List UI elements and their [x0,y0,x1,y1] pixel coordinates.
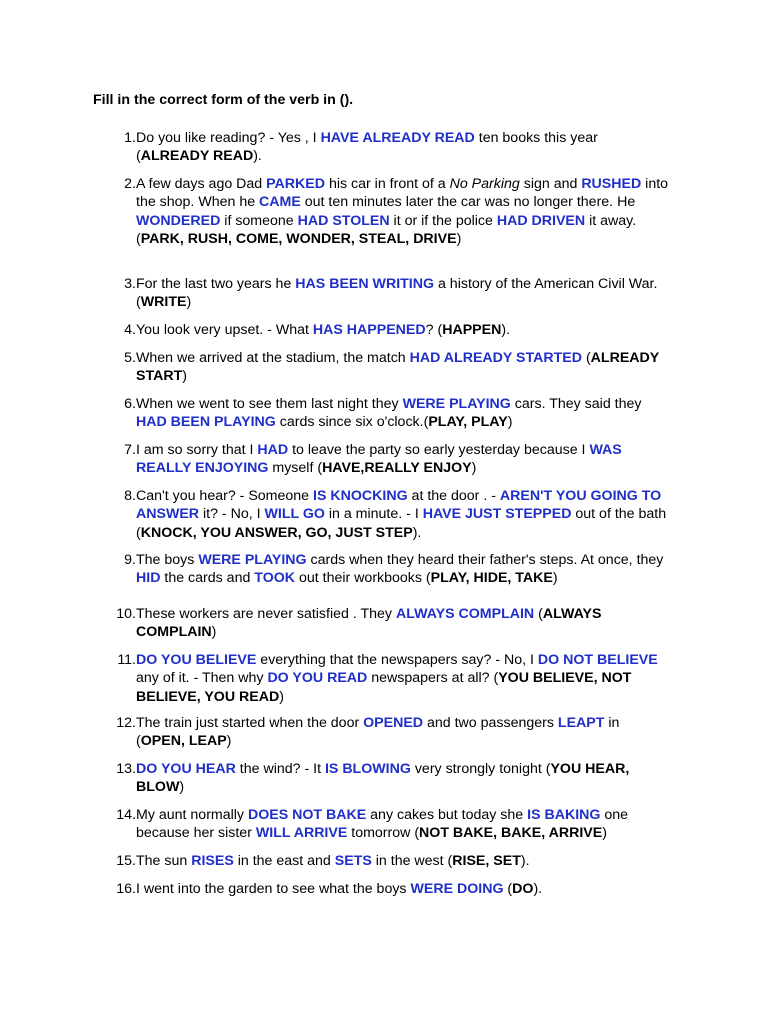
answer-verb: WAS REALLY ENJOYING [136,442,626,477]
verb-prompt: ALREADY START [136,350,663,385]
sentence-text: ) [507,414,513,431]
verb-prompt: HAPPEN [442,322,502,338]
sentence-text: ) [182,368,187,385]
item-number: 14. [116,807,136,823]
answer-verb: HAVE JUST STEPPED [422,506,572,523]
sentence-text: the wind? - It [235,761,325,777]
sentence-text: at the door . - [407,488,500,504]
item-number: 6. [124,396,136,412]
verb-prompt: WRITE [140,294,187,311]
answer-verb: HAVE ALREADY READ [320,130,475,146]
answer-verb: WILL ARRIVE [255,825,348,842]
verb-prompt: NOT BAKE, BAKE, ARRIVE [419,825,603,842]
exercise-item [110,760,670,797]
sentence-text: out their workbooks ( [295,570,431,587]
answer-verb: IS KNOCKING [313,488,408,504]
answer-verb: DO NOT BELIEVE [537,652,658,668]
sentence-text: any cakes but today she [366,807,528,823]
sentence-text: cards when they heard their father's steps. At once, they [306,552,668,568]
answer-verb: CAME [259,194,301,211]
sentence-text: ) [186,294,192,311]
answer-verb: IS BAKING [527,807,601,823]
item-text [136,880,670,898]
sentence-text: ) [471,460,477,477]
sentence-text: one because her sister [136,807,633,842]
answer-verb: TOOK [254,570,296,587]
item-number: 4. [124,322,136,338]
answer-verb: HAD ALREADY STARTED [409,350,582,366]
item-text [136,321,670,339]
sentence-text: I went into the garden to see what the boys [136,881,411,897]
item-number: 9. [124,552,136,568]
item-number: 2. [124,176,136,192]
item-number: 13. [116,761,136,777]
sentence-text: No Parking [449,176,520,192]
sentence-text: cars. They said they [510,396,646,412]
item-text [136,275,670,312]
item-text [136,605,670,642]
item-number: 10. [116,606,136,622]
sentence-text: sign and [519,176,582,192]
sentence-text: A few days ago Dad [136,176,267,192]
item-number: 12. [116,715,136,731]
verb-prompt: PLAY, HIDE, TAKE [430,570,553,587]
exercise-item [110,714,670,751]
sentence-text: ) [602,825,607,842]
verb-prompt: HAVE,REALLY ENJOY [322,460,472,477]
sentence-text: The train just started when the door [136,715,364,731]
sentence-text: ) [179,779,185,796]
answer-verb: HAS HAPPENED [312,322,426,338]
exercise-item [110,395,670,432]
sentence-text: ) [456,230,462,247]
item-text [136,651,670,706]
sentence-text: into the shop. When he [136,176,673,211]
answer-verb: WILL GO [264,506,325,523]
answer-verb: LEAPT [557,715,605,731]
item-number: 5. [124,350,136,366]
sentence-text: When we arrived at the stadium, the match [136,350,410,366]
sentence-text: it? - No, I [199,506,265,523]
sentence-text: very strongly tonight ( [410,761,551,777]
sentence-text: it or if the police [389,212,497,229]
sentence-text: out ten minutes later the car was no longer there. He [300,194,640,211]
answer-verb: WERE PLAYING [402,396,511,412]
verb-prompt: YOU BELIEVE, NOT BELIEVE, YOU READ [136,670,636,705]
item-number: 8. [124,488,136,504]
sentence-text: ). [533,881,543,897]
exercise-item [110,806,670,843]
sentence-text: ? ( [425,322,443,338]
answer-verb: HAD DRIVEN [496,212,586,229]
answer-verb: HAD BEEN PLAYING [136,414,276,431]
sentence-text: ) [211,624,217,641]
answer-verb: DOES NOT BAKE [247,807,367,823]
sentence-text: cards since six o'clock.( [275,414,429,431]
verb-prompt: ALWAYS COMPLAIN [136,606,606,641]
answer-verb: RUSHED [581,176,642,192]
item-number: 16. [116,881,136,897]
answer-verb: PARKED [266,176,325,192]
sentence-text: it away. ( [136,212,641,247]
answer-verb: HAD STOLEN [297,212,390,229]
exercise-item [110,880,670,898]
exercise-item [110,487,670,542]
sentence-text: ). [412,524,422,541]
sentence-text: ( [503,881,513,897]
item-text [136,806,670,843]
sentence-text: in a minute. - I [324,506,423,523]
exercise-item [110,651,670,706]
exercise-item [110,349,670,386]
answer-verb: HID [136,570,161,587]
answer-verb: AREN'T YOU GOING TO ANSWER [136,488,665,523]
sentence-text: Can't you hear? - Someone [136,488,314,504]
answer-verb: DO YOU BELIEVE [136,652,257,668]
sentence-text: in the west ( [371,853,453,869]
answer-verb: DO YOU READ [267,670,368,687]
exercise-item [110,175,673,248]
answer-verb: HAS BEEN WRITING [295,276,435,292]
answer-verb: WERE DOING [410,881,504,897]
sentence-text: tomorrow ( [347,825,420,842]
sentence-text: ). [520,853,530,869]
sentence-text: You look very upset. - What [136,322,313,338]
item-text [136,852,670,870]
sentence-text: and two passengers [423,715,558,731]
sentence-text: in ( [136,715,624,750]
verb-prompt: OPEN, LEAP [140,733,227,750]
item-number: 3. [124,276,136,292]
sentence-text: a history of the American Civil War.( [136,276,658,311]
item-number: 15. [116,853,136,869]
sentence-text: These workers are never satisfied . They [136,606,396,622]
answer-verb: RISES [191,853,234,869]
sentence-text: ). [501,322,511,338]
sentence-text: My aunt normally [136,807,248,823]
exercise-item [110,605,670,642]
sentence-text: myself ( [268,460,323,477]
exercise-item [110,551,670,588]
item-number: 1. [124,130,136,146]
sentence-text: ( [582,350,591,366]
sentence-text: ) [226,733,232,750]
item-text [136,441,670,478]
item-text [136,395,670,432]
answer-verb: OPENED [363,715,424,731]
item-text [136,760,670,797]
sentence-text: if someone [220,212,298,229]
sentence-text: I am so sorry that I [136,442,258,458]
sentence-text: ) [279,688,284,705]
answer-verb: WERE PLAYING [198,552,307,568]
sentence-text: ) [552,570,558,587]
verb-prompt: YOU HEAR, BLOW [136,761,634,796]
answer-verb: DO YOU HEAR [136,761,236,777]
sentence-text: out of the bath ( [136,506,671,541]
item-text [136,551,670,588]
exercise-item [110,129,670,166]
sentence-text: any of it. - Then why [136,652,662,687]
sentence-text: The sun [136,853,192,869]
verb-prompt: RISE, SET [452,853,521,869]
exercise-item [110,321,670,339]
item-text [136,349,670,386]
verb-prompt: ALREADY READ [140,148,254,165]
verb-prompt: PLAY, PLAY [428,414,508,431]
answer-verb: WONDERED [136,212,221,229]
sentence-text: When we went to see them last night they [136,396,403,412]
verb-prompt: PARK, RUSH, COME, WONDER, STEAL, DRIVE [140,230,457,247]
sentence-text: ). [253,148,262,165]
verb-prompt: DO [512,881,534,897]
answer-verb: HAD [257,442,289,458]
item-text [136,175,673,248]
verb-prompt: KNOCK, YOU ANSWER, GO, JUST STEP [140,524,413,541]
item-number: 7. [124,442,136,458]
item-number: 11. [117,652,136,668]
sentence-text: Do you like reading? - Yes , I [136,130,321,146]
sentence-text: ten books this year ( [136,130,602,165]
sentence-text: the cards and [160,570,255,587]
answer-verb: SETS [334,853,372,869]
item-text [136,129,670,166]
exercise-item [110,852,670,870]
item-text [136,714,670,751]
sentence-text: ( [534,606,543,622]
exercise-item [110,441,670,478]
sentence-text: everything that the newspapers say? - No, I [256,652,538,668]
answer-verb: ALWAYS COMPLAIN [395,606,535,622]
sentence-text: in the east and [233,853,335,869]
sentence-text: newspapers at all? ( [367,670,499,687]
sentence-text: The boys [136,552,199,568]
sentence-text: For the last two years he [136,276,296,292]
exercise-heading: Fill in the correct form of the verb in (). [93,92,354,108]
sentence-text: to leave the party so early yesterday because I [288,442,590,458]
exercise-item [110,275,670,312]
sentence-text: his car in front of a [325,176,450,192]
item-text [136,487,670,542]
answer-verb: IS BLOWING [324,761,411,777]
